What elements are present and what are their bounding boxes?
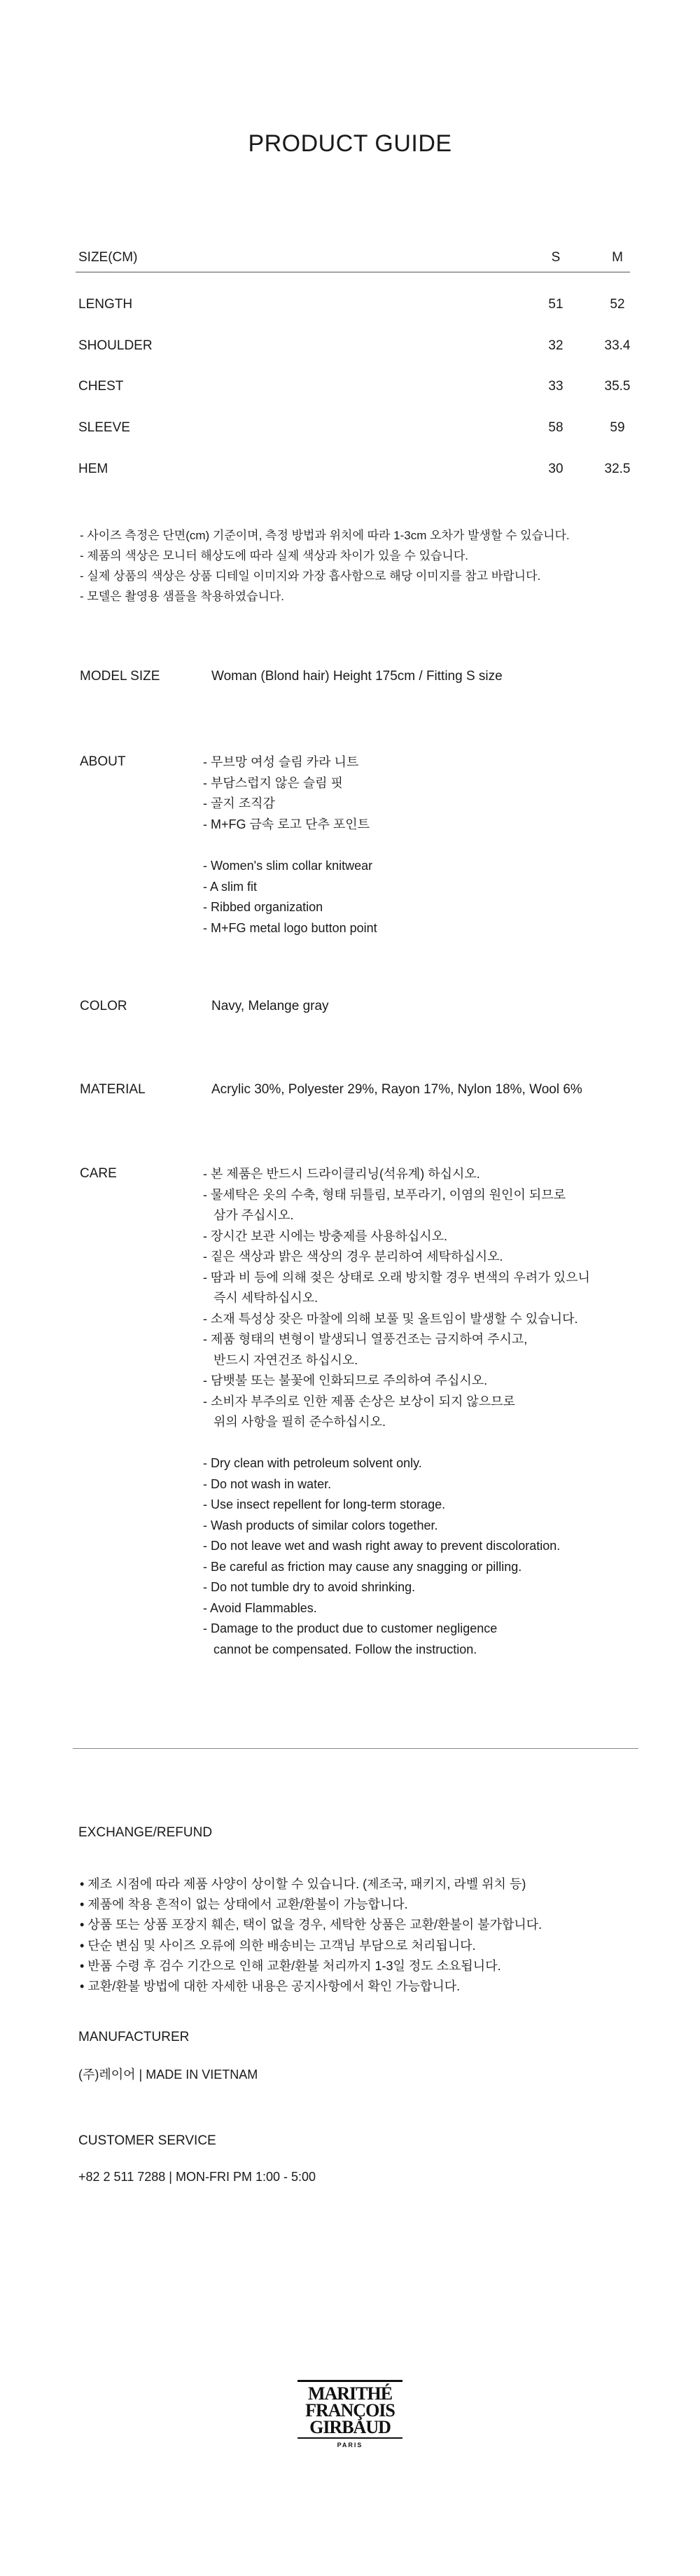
care-line: - Damage to the product due to customer negligence xyxy=(203,1621,498,1635)
refund-item: • 반품 수령 후 검수 기간으로 인해 교환/환불 처리까지 1-3일 정도 소요됩니다. xyxy=(80,1958,501,1973)
about-line: - A slim fit xyxy=(203,879,258,894)
note-line: - 실제 상품의 색상은 상품 디테일 이미지와 가장 흡사함으로 해당 이미지를 참고 바랍니다. xyxy=(80,569,541,583)
care-line: 위의 사항을 필히 준수하십시오. xyxy=(203,1415,386,1429)
size-table-header xyxy=(76,244,630,272)
care-line: - Use insect repellent for long-term storage. xyxy=(203,1497,446,1511)
customer-service-value: +82 2 511 7288 | MON-FRI PM 1:00 - 5:00 xyxy=(78,2170,316,2184)
refund-item: • 단순 변심 및 사이즈 오류에 의한 배송비는 고객님 부담으로 처리됩니다. xyxy=(80,1938,476,1953)
table-row xyxy=(76,366,630,408)
manufacturer-value: (주)레이어 | MADE IN VIETNAM xyxy=(78,2068,258,2082)
care-line: - Be careful as friction may cause any snagging or pilling. xyxy=(203,1559,522,1574)
row-label: SHOULDER xyxy=(78,338,153,353)
about-line: - M+FG metal logo button point xyxy=(203,920,377,935)
table-row xyxy=(76,448,630,490)
logo-line-3: GIRBAUD xyxy=(309,2417,391,2437)
note-line: - 모델은 촬영용 샘플을 착용하였습니다. xyxy=(80,590,285,603)
model-size-label: MODEL SIZE xyxy=(80,669,160,684)
brand-logo-mark xyxy=(298,2380,402,2449)
care-list xyxy=(203,1164,665,1660)
refund-item: • 교환/환불 방법에 대한 자세한 내용은 공지사항에서 확인 가능합니다. xyxy=(80,1979,461,1994)
row-value-s: 32 xyxy=(548,338,564,353)
row-value-m: 52 xyxy=(610,297,625,312)
about-list xyxy=(203,752,658,939)
care-line: - 소재 특성상 잦은 마찰에 의해 보풀 및 올트임이 발생할 수 있습니다. xyxy=(203,1311,578,1326)
table-row xyxy=(76,284,630,326)
care-line: - 장시간 보관 시에는 방충제를 사용하십시오. xyxy=(203,1228,447,1243)
care-line: - Dry clean with petroleum solvent only. xyxy=(203,1456,422,1470)
care-line: - 담뱃불 또는 불꽃에 인화되므로 주의하여 주십시오. xyxy=(203,1373,488,1387)
material-label: MATERIAL xyxy=(80,1082,146,1097)
care-line: - 본 제품은 반드시 드라이클리닝(석유계) 하십시오. xyxy=(203,1167,480,1181)
logo-line-1: MARITHÉ xyxy=(307,2383,393,2404)
color-label: COLOR xyxy=(80,999,127,1013)
note-line: - 사이즈 측정은 단면(cm) 기준이며, 측정 방법과 위치에 따라 1-3cm 오차가 발생할 수 있습니다. xyxy=(80,529,570,542)
row-value-s: 58 xyxy=(548,420,564,436)
care-line: - 물세탁은 옷의 수축, 형태 뒤틀림, 보푸라기, 이염의 원인이 되므로 xyxy=(203,1187,566,1202)
row-value-m: 33.4 xyxy=(604,338,631,353)
brand-logo xyxy=(298,2380,402,2449)
customer-service-title: CUSTOMER SERVICE xyxy=(78,2133,216,2148)
size-notes xyxy=(80,525,626,607)
section-divider xyxy=(73,1748,638,1749)
row-label: SLEEVE xyxy=(78,420,130,436)
refund-item: • 제품에 착용 흔적이 없는 상태에서 교환/환불이 가능합니다. xyxy=(80,1897,408,1912)
row-value-s: 30 xyxy=(548,461,564,476)
about-line: - Ribbed organization xyxy=(203,900,323,915)
care-line: - Do not leave wet and wash right away to prevent discoloration. xyxy=(203,1539,561,1553)
care-line: - 소비자 부주의로 인한 제품 손상은 보상이 되지 않으므로 xyxy=(203,1394,515,1408)
care-label: CARE xyxy=(80,1166,117,1181)
about-line: - Women's slim collar knitwear xyxy=(203,858,373,873)
care-line: - Avoid Flammables. xyxy=(203,1600,317,1615)
care-line: - Do not wash in water. xyxy=(203,1476,332,1491)
exchange-refund-list xyxy=(80,1874,640,1997)
size-table xyxy=(76,244,630,490)
care-line: 반드시 자연건조 하십시오. xyxy=(203,1352,358,1367)
refund-item: • 상품 또는 상품 포장지 훼손, 택이 없을 경우, 세탁한 상품은 교환/환불이 불가합니다. xyxy=(80,1918,542,1932)
material-value: Acrylic 30%, Polyester 29%, Rayon 17%, Nylon 18%, Wool 6% xyxy=(211,1082,582,1097)
row-label: HEM xyxy=(78,461,108,476)
manufacturer-title: MANUFACTURER xyxy=(78,2030,190,2044)
logo-line-4: PARIS xyxy=(337,2442,363,2449)
note-line: - 제품의 색상은 모니터 해상도에 따라 실제 색상과 차이가 있을 수 있습니다. xyxy=(80,549,468,562)
care-line: - 짙은 색상과 밝은 색상의 경우 분리하여 세탁하십시오. xyxy=(203,1249,503,1263)
table-row xyxy=(76,326,630,367)
exchange-refund-title: EXCHANGE/REFUND xyxy=(78,1825,213,1840)
care-line: 삼가 주십시오. xyxy=(203,1208,294,1222)
care-line: - Do not tumble dry to avoid shrinking. xyxy=(203,1580,416,1594)
row-label: LENGTH xyxy=(78,297,133,312)
about-line: - 부담스럽지 않은 슬림 핏 xyxy=(203,775,343,790)
logo-line-2: FRANÇOIS xyxy=(305,2400,395,2421)
about-label: ABOUT xyxy=(80,754,126,769)
care-line: cannot be compensated. Follow the instruction. xyxy=(203,1642,477,1656)
care-line: - Wash products of similar colors together. xyxy=(203,1518,438,1532)
about-line: - 골지 조직감 xyxy=(203,796,275,811)
row-value-m: 32.5 xyxy=(604,461,631,476)
row-value-s: 33 xyxy=(548,379,564,394)
size-header-m: M xyxy=(612,250,623,265)
care-line: 즉시 세탁하십시오. xyxy=(203,1291,318,1305)
row-value-m: 35.5 xyxy=(604,379,631,394)
color-value: Navy, Melange gray xyxy=(211,999,329,1013)
size-header-label: SIZE(CM) xyxy=(78,250,138,265)
model-size-value: Woman (Blond hair) Height 175cm / Fitting S size xyxy=(211,669,503,684)
row-value-s: 51 xyxy=(548,297,564,312)
care-line: - 땀과 비 등에 의해 젖은 상태로 오래 방치할 경우 변색의 우려가 있으니 xyxy=(203,1270,590,1284)
table-row xyxy=(76,408,630,449)
care-line: - 제품 형태의 변형이 발생되니 열풍건조는 금지하여 주시고, xyxy=(203,1332,528,1346)
about-line: - 무브망 여성 슬림 카라 니트 xyxy=(203,755,359,769)
size-header-s: S xyxy=(551,250,561,265)
row-value-m: 59 xyxy=(610,420,625,436)
row-label: CHEST xyxy=(78,379,124,394)
page-title: PRODUCT GUIDE xyxy=(248,130,452,157)
refund-item: • 제조 시점에 따라 제품 사양이 상이할 수 있습니다. (제조국, 패키지, 라벨 위치 등) xyxy=(80,1877,526,1891)
about-line: - M+FG 금속 로고 단추 포인트 xyxy=(203,817,370,831)
